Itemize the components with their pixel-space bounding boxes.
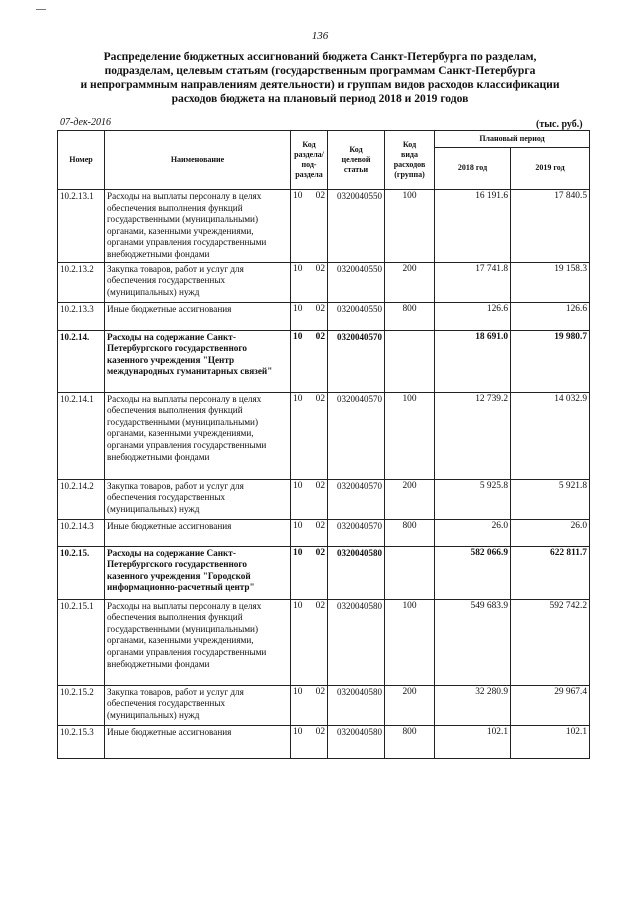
row-section-code — [291, 190, 328, 263]
row-number: 10.2.13.3 — [58, 302, 105, 330]
row-amount-2019: 5 921.8 — [511, 479, 590, 519]
row-target-article: 0320040570 — [328, 479, 385, 519]
subsection-code: 02 — [315, 520, 325, 531]
header-section-code: Код раздела/ под- раздела — [291, 131, 328, 190]
title-line: расходов бюджета на плановый период 2018 и 2019 годов — [171, 92, 469, 105]
row-name: Расходы на выплаты персоналу в целях обеспечения выполнения функций государственными (муниципальными) органами, казенными учреждениями, органами управления государственными внебюджетными фондами — [105, 599, 291, 685]
section-code: 10 — [293, 726, 303, 737]
table-row — [58, 190, 590, 263]
document-date: 07-дек-2016 — [60, 117, 111, 128]
row-section-code — [291, 685, 328, 725]
header-year-2018: 2018 год — [435, 147, 511, 189]
section-code: 10 — [293, 331, 303, 342]
header-target-article-code: Код целевой статьи — [328, 131, 385, 190]
header-expense-type-code: Код вида расходов (группа) — [385, 131, 435, 190]
row-number: 10.2.14.3 — [58, 519, 105, 546]
subsection-code: 02 — [315, 331, 325, 342]
row-number: 10.2.14.1 — [58, 392, 105, 479]
row-number: 10.2.15.1 — [58, 599, 105, 685]
row-amount-2019: 29 967.4 — [511, 685, 590, 725]
page-number: 136 — [311, 30, 329, 42]
table-row — [58, 685, 590, 725]
row-name: Расходы на содержание Санкт-Петербургского государственного казенного учреждения "Центр международных гуманитарных связей" — [105, 330, 291, 392]
row-amount-2019: 592 742.2 — [511, 599, 590, 685]
row-amount-2018: 126.6 — [435, 302, 511, 330]
budget-table — [57, 130, 590, 759]
row-number: 10.2.14.2 — [58, 479, 105, 519]
row-number: 10.2.15.2 — [58, 685, 105, 725]
row-expense-type: 200 — [385, 262, 435, 302]
row-expense-type: 800 — [385, 302, 435, 330]
title-line: подразделам, целевым статьям (государственным программам Санкт-Петербурга — [104, 64, 536, 77]
section-code: 10 — [293, 520, 303, 531]
row-section-code — [291, 599, 328, 685]
subsection-code: 02 — [315, 191, 325, 201]
row-amount-2018: 12 739.2 — [435, 392, 511, 479]
row-name: Закупка товаров, работ и услуг для обеспечения государственных (муниципальных) нужд — [105, 262, 291, 302]
section-code: 10 — [293, 191, 303, 201]
row-name: Иные бюджетные ассигнования — [105, 302, 291, 330]
document-title — [40, 50, 600, 106]
row-amount-2018: 16 191.6 — [435, 190, 511, 263]
row-expense-type: 200 — [385, 479, 435, 519]
subsection-code: 02 — [315, 480, 325, 491]
units-label: (тыс. руб.) — [536, 119, 583, 130]
row-expense-type: 100 — [385, 599, 435, 685]
row-expense-type: 200 — [385, 685, 435, 725]
row-name: Иные бюджетные ассигнования — [105, 725, 291, 758]
subsection-code: 02 — [315, 393, 325, 404]
page-corner-mark — [36, 9, 46, 10]
row-name: Расходы на выплаты персоналу в целях обеспечения выполнения функций государственными (муниципальными) органами, казенными учреждениями, органами управления государственными внебюджетными фондами — [105, 190, 291, 263]
row-section-code — [291, 546, 328, 599]
row-name: Иные бюджетные ассигнования — [105, 519, 291, 546]
table-row — [58, 546, 590, 599]
row-amount-2018: 32 280.9 — [435, 685, 511, 725]
row-amount-2018: 17 741.8 — [435, 262, 511, 302]
section-code: 10 — [293, 393, 303, 404]
row-target-article: 0320040550 — [328, 302, 385, 330]
section-code: 10 — [293, 263, 303, 274]
row-section-code — [291, 725, 328, 758]
title-line: Распределение бюджетных ассигнований бюджета Санкт-Петербурга по разделам, — [103, 50, 537, 63]
subsection-code: 02 — [315, 303, 325, 314]
subsection-code: 02 — [315, 686, 325, 697]
row-section-code — [291, 392, 328, 479]
row-amount-2019: 19 980.7 — [511, 330, 590, 392]
subsection-code: 02 — [315, 600, 325, 611]
row-target-article: 0320040550 — [328, 190, 385, 263]
row-name: Закупка товаров, работ и услуг для обеспечения государственных (муниципальных) нужд — [105, 685, 291, 725]
row-target-article: 0320040580 — [328, 725, 385, 758]
row-section-code — [291, 479, 328, 519]
subsection-code: 02 — [315, 263, 325, 274]
table-row — [58, 302, 590, 330]
header-number: Номер — [58, 131, 105, 190]
table-row — [58, 599, 590, 685]
row-name: Закупка товаров, работ и услуг для обеспечения государственных (муниципальных) нужд — [105, 479, 291, 519]
subsection-code: 02 — [315, 547, 325, 558]
title-line: и непрограммным направлениям деятельности) и группам видов расходов классификации — [80, 78, 560, 91]
table-row — [58, 519, 590, 546]
section-code: 10 — [293, 547, 303, 558]
row-expense-type — [385, 546, 435, 599]
table-row — [58, 479, 590, 519]
row-target-article: 0320040580 — [328, 546, 385, 599]
subsection-code: 02 — [315, 726, 325, 737]
row-amount-2019: 102.1 — [511, 725, 590, 758]
row-section-code — [291, 519, 328, 546]
row-number: 10.2.15. — [58, 546, 105, 599]
row-target-article: 0320040570 — [328, 519, 385, 546]
row-number: 10.2.14. — [58, 330, 105, 392]
row-target-article: 0320040580 — [328, 685, 385, 725]
row-expense-type: 800 — [385, 725, 435, 758]
row-amount-2019: 622 811.7 — [511, 546, 590, 599]
section-code: 10 — [293, 480, 303, 491]
row-amount-2018: 26.0 — [435, 519, 511, 546]
row-amount-2019: 26.0 — [511, 519, 590, 546]
row-number: 10.2.13.1 — [58, 190, 105, 263]
row-number: 10.2.15.3 — [58, 725, 105, 758]
row-target-article: 0320040570 — [328, 330, 385, 392]
row-section-code — [291, 302, 328, 330]
header-name: Наименование — [105, 131, 291, 190]
row-section-code — [291, 330, 328, 392]
row-amount-2018: 18 691.0 — [435, 330, 511, 392]
table-row — [58, 262, 590, 302]
row-amount-2018: 549 683.9 — [435, 599, 511, 685]
row-number: 10.2.13.2 — [58, 262, 105, 302]
row-target-article: 0320040580 — [328, 599, 385, 685]
row-expense-type — [385, 330, 435, 392]
row-amount-2019: 126.6 — [511, 302, 590, 330]
row-amount-2019: 14 032.9 — [511, 392, 590, 479]
table-row — [58, 330, 590, 392]
row-target-article: 0320040550 — [328, 262, 385, 302]
row-name: Расходы на содержание Санкт-Петербургского государственного казенного учреждения "Городской информационно-расчетный центр" — [105, 546, 291, 599]
section-code: 10 — [293, 686, 303, 697]
table-header-row — [58, 131, 590, 148]
row-expense-type: 100 — [385, 190, 435, 263]
row-section-code — [291, 262, 328, 302]
row-expense-type: 800 — [385, 519, 435, 546]
row-amount-2018: 582 066.9 — [435, 546, 511, 599]
row-amount-2018: 5 925.8 — [435, 479, 511, 519]
section-code: 10 — [293, 303, 303, 314]
row-target-article: 0320040570 — [328, 392, 385, 479]
header-year-2019: 2019 год — [511, 147, 590, 189]
row-amount-2018: 102.1 — [435, 725, 511, 758]
header-planned-period: Плановый период — [435, 131, 590, 148]
table-row — [58, 725, 590, 758]
row-name: Расходы на выплаты персоналу в целях обеспечения выполнения функций государственными (муниципальными) органами, казенными учреждениями, органами управления государственными внебюджетными фондами — [105, 392, 291, 479]
row-expense-type: 100 — [385, 392, 435, 479]
row-amount-2019: 17 840.5 — [511, 190, 590, 263]
section-code: 10 — [293, 600, 303, 611]
row-amount-2019: 19 158.3 — [511, 262, 590, 302]
table-row — [58, 392, 590, 479]
